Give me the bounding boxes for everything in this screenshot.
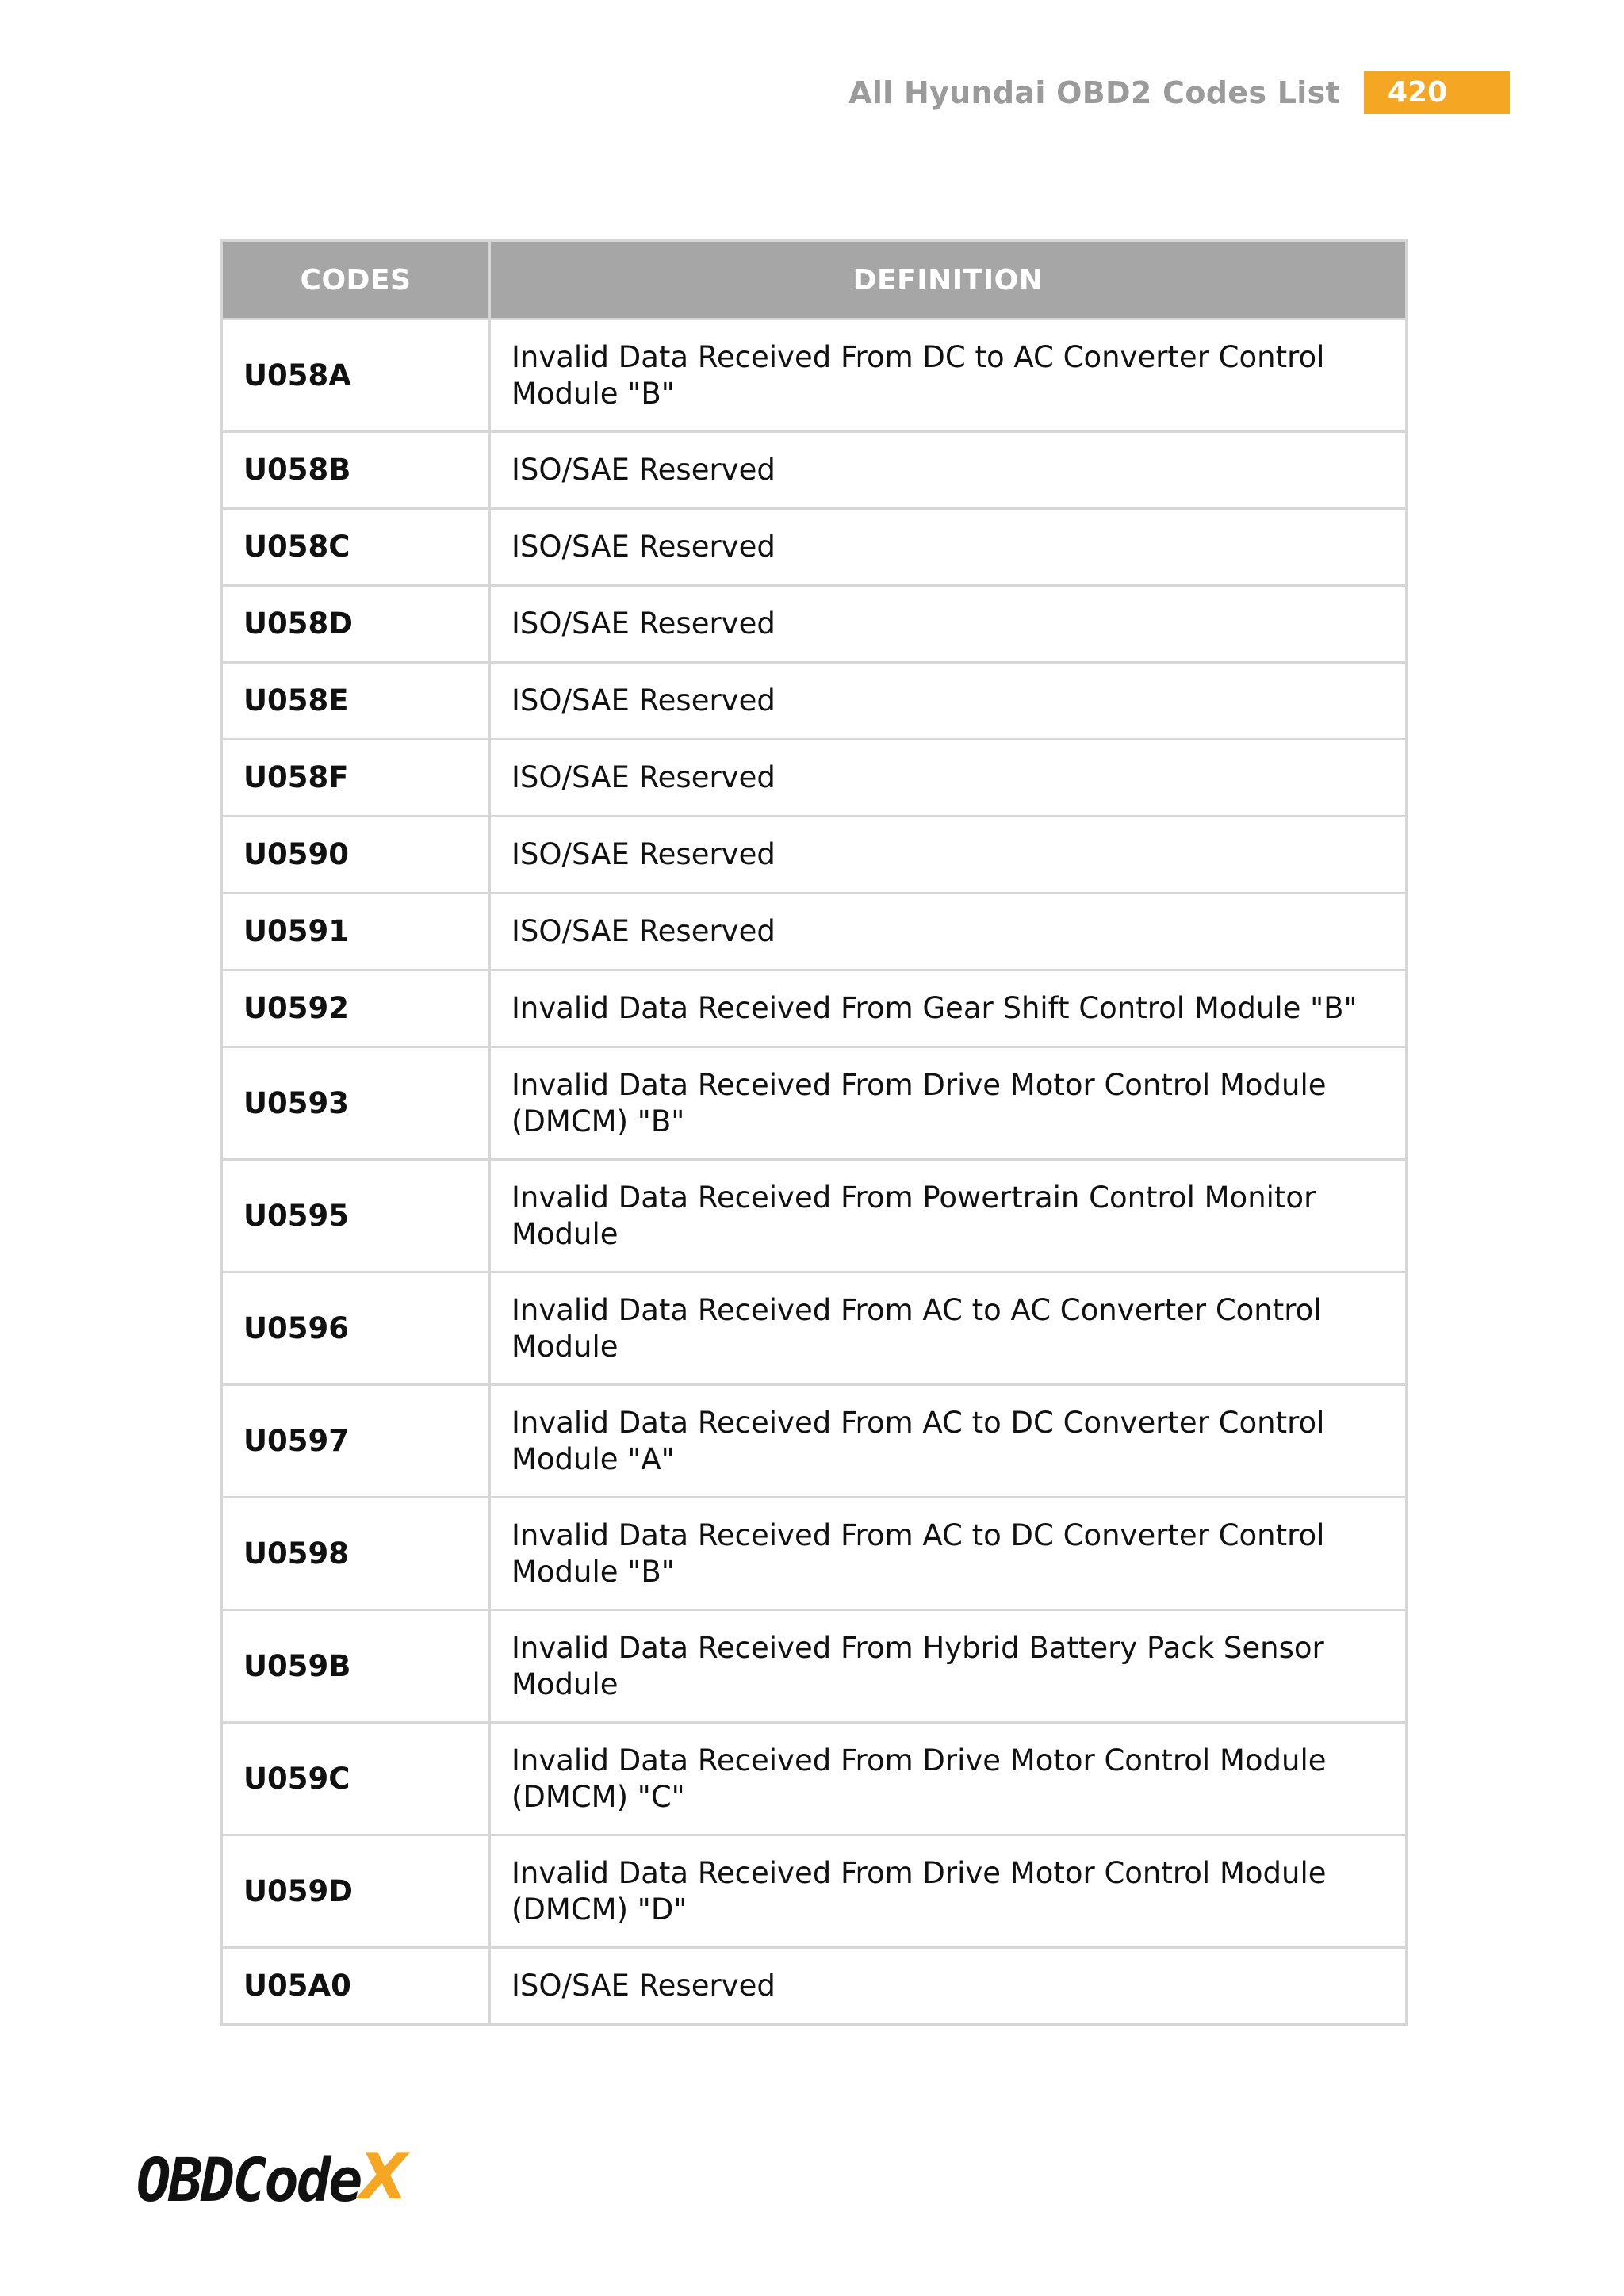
dtc-definition-cell: Invalid Data Received From Powertrain Control Monitor Module: [490, 1160, 1407, 1272]
table-row: [222, 1723, 1407, 1835]
table-row: [222, 1610, 1407, 1723]
logo-wordmark: OBDCode: [136, 2145, 361, 2216]
dtc-definition-cell: Invalid Data Received From DC to AC Converter Control Module "B": [490, 320, 1407, 432]
page-number-badge: 420: [1364, 71, 1510, 114]
table-row: [222, 894, 1407, 970]
codes-table: [220, 239, 1408, 2026]
table-row: [222, 509, 1407, 586]
dtc-code-cell: U05A0: [222, 1948, 490, 2025]
dtc-code-cell: U0590: [222, 817, 490, 894]
dtc-definition-cell: ISO/SAE Reserved: [490, 432, 1407, 509]
table-row: [222, 1948, 1407, 2025]
dtc-definition-cell: Invalid Data Received From Drive Motor Control Module (DMCM) "B": [490, 1047, 1407, 1160]
dtc-definition-cell: Invalid Data Received From AC to AC Converter Control Module: [490, 1272, 1407, 1385]
dtc-code-cell: U0598: [222, 1498, 490, 1610]
dtc-code-cell: U058A: [222, 320, 490, 432]
table-row: [222, 1385, 1407, 1498]
table-row: [222, 320, 1407, 432]
obdcodex-logo: [136, 2140, 408, 2216]
dtc-definition-cell: ISO/SAE Reserved: [490, 509, 1407, 586]
table-row: [222, 586, 1407, 663]
dtc-code-cell: U0591: [222, 894, 490, 970]
table-row: [222, 1498, 1407, 1610]
dtc-definition-cell: Invalid Data Received From Gear Shift Control Module "B": [490, 970, 1407, 1047]
column-header-codes: CODES: [222, 241, 490, 320]
table-row: [222, 1160, 1407, 1272]
dtc-code-cell: U058C: [222, 509, 490, 586]
dtc-code-cell: U058D: [222, 586, 490, 663]
column-header-definition: DEFINITION: [490, 241, 1407, 320]
dtc-definition-cell: ISO/SAE Reserved: [490, 894, 1407, 970]
document-title: All Hyundai OBD2 Codes List: [848, 75, 1340, 110]
table-row: [222, 663, 1407, 740]
page-header: [848, 71, 1510, 114]
table-row: [222, 740, 1407, 817]
dtc-definition-cell: Invalid Data Received From Hybrid Battery Pack Sensor Module: [490, 1610, 1407, 1723]
logo-accent-letter: X: [358, 2140, 408, 2214]
dtc-code-cell: U0593: [222, 1047, 490, 1160]
dtc-definition-cell: ISO/SAE Reserved: [490, 586, 1407, 663]
dtc-definition-cell: Invalid Data Received From AC to DC Converter Control Module "B": [490, 1498, 1407, 1610]
dtc-definition-cell: ISO/SAE Reserved: [490, 740, 1407, 817]
dtc-definition-cell: Invalid Data Received From Drive Motor Control Module (DMCM) "C": [490, 1723, 1407, 1835]
dtc-code-cell: U058B: [222, 432, 490, 509]
dtc-definition-cell: ISO/SAE Reserved: [490, 817, 1407, 894]
table-row: [222, 1047, 1407, 1160]
dtc-code-cell: U059C: [222, 1723, 490, 1835]
dtc-definition-cell: Invalid Data Received From AC to DC Converter Control Module "A": [490, 1385, 1407, 1498]
dtc-code-cell: U0592: [222, 970, 490, 1047]
table-row: [222, 432, 1407, 509]
dtc-code-cell: U059B: [222, 1610, 490, 1723]
dtc-code-cell: U0595: [222, 1160, 490, 1272]
dtc-code-cell: U058E: [222, 663, 490, 740]
table-row: [222, 817, 1407, 894]
dtc-code-cell: U059D: [222, 1835, 490, 1948]
dtc-code-cell: U058F: [222, 740, 490, 817]
dtc-code-cell: U0597: [222, 1385, 490, 1498]
dtc-definition-cell: ISO/SAE Reserved: [490, 1948, 1407, 2025]
table-body: [222, 320, 1407, 2025]
dtc-definition-cell: ISO/SAE Reserved: [490, 663, 1407, 740]
dtc-definition-cell: Invalid Data Received From Drive Motor Control Module (DMCM) "D": [490, 1835, 1407, 1948]
table-row: [222, 1835, 1407, 1948]
dtc-code-cell: U0596: [222, 1272, 490, 1385]
table-header-row: [222, 241, 1407, 320]
table-row: [222, 970, 1407, 1047]
table-row: [222, 1272, 1407, 1385]
